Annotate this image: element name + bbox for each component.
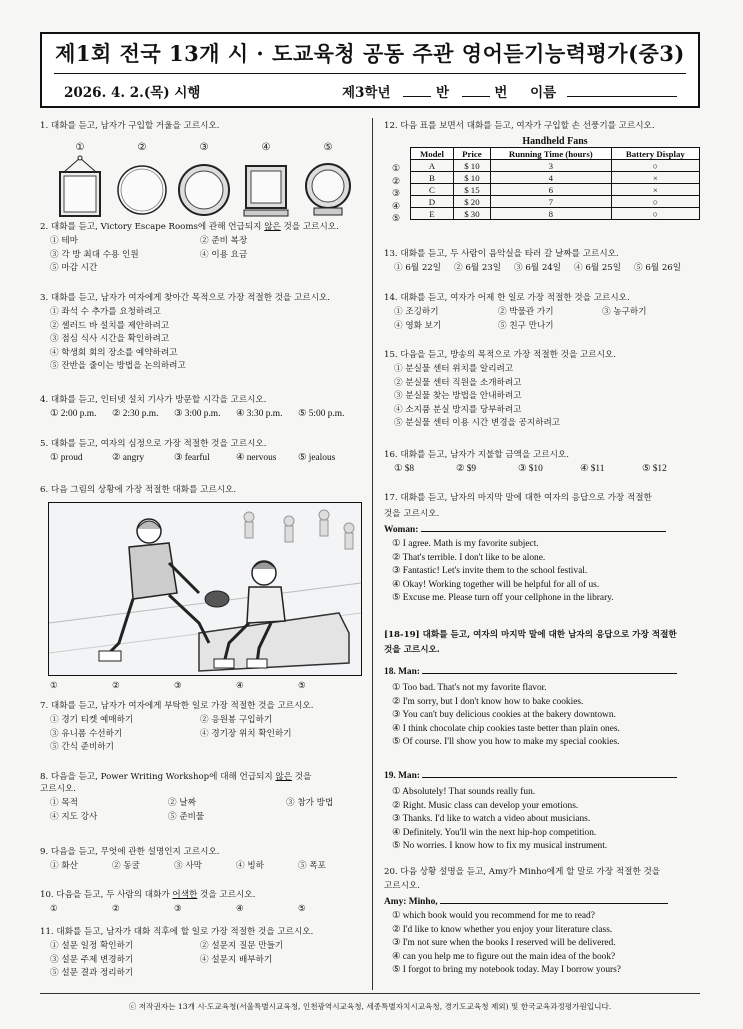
option[interactable]: ③ fearful <box>174 453 210 463</box>
option[interactable]: ② 6월 23일 <box>454 263 502 273</box>
option[interactable]: ② Right. Music class can develop your emotions. <box>392 800 579 811</box>
column-header: Price <box>453 148 490 160</box>
copyright-footer: ⓒ 저작권자는 13개 시·도교육청(서울특별시교육청, 인천광역시교육청, 세종특별자치시교육청, 경기도교육청 제외) 및 한국교육과정평가원입니다. <box>40 993 700 1012</box>
question-14 <box>384 292 702 333</box>
answer-blank <box>421 522 666 532</box>
answer-line <box>384 522 666 536</box>
option[interactable]: ② 셀러드 바 설치를 제안하려고 <box>50 320 170 331</box>
option[interactable]: ⑤ I forgot to bring my notebook today. May I borrow yours? <box>392 965 621 975</box>
option[interactable]: ① 테마 <box>50 236 78 246</box>
option[interactable]: ⑤ Excuse me. Please turn off your cellphone in the library. <box>392 593 614 603</box>
option[interactable]: ⑤ <box>392 214 401 224</box>
class-label: 반 <box>435 85 449 101</box>
option[interactable]: ① 분실물 센터 위치를 알리려고 <box>394 364 514 374</box>
question-18-label: 18. Man: <box>384 667 420 677</box>
question-4-text: 4. 대화를 듣고, 인터넷 설치 기사가 방문할 시각을 고르시오. <box>40 395 267 405</box>
question-1 <box>40 120 219 132</box>
option[interactable]: ① 조깅하기 <box>394 307 439 317</box>
question-20-options <box>392 910 668 978</box>
answer-line <box>384 768 677 782</box>
option[interactable]: ② I'd like to know whether you enjoy your literature class. <box>392 924 613 935</box>
square-mirror-icon <box>50 154 110 220</box>
mirror-option-3[interactable] <box>174 135 234 224</box>
question-6 <box>40 484 236 496</box>
question-7 <box>40 700 350 755</box>
option-label: ③ <box>199 142 209 153</box>
exam-date: 2026. 4. 2.(목) 시행 <box>64 85 201 101</box>
cell-time: 4 <box>490 172 611 184</box>
option[interactable]: ② 2:30 p.m. <box>112 409 159 419</box>
fan-table <box>410 147 700 220</box>
cell-price: $ 10 <box>453 160 490 172</box>
cell-display: ○ <box>611 160 699 172</box>
cell-display: ○ <box>611 208 699 220</box>
name-label: 이름 <box>530 85 557 101</box>
round-mirror-thick-icon <box>174 154 234 220</box>
cell-price: $ 15 <box>453 184 490 196</box>
option[interactable]: ① 목적 <box>50 798 78 808</box>
option[interactable]: ⑤ 마감 시간 <box>50 263 98 273</box>
option[interactable]: ③ 농구하기 <box>602 307 647 317</box>
cell-model: B <box>411 172 454 184</box>
column-header: Battery Display <box>611 148 699 160</box>
cell-model: E <box>411 208 454 220</box>
option[interactable]: ② $9 <box>456 464 477 474</box>
option[interactable]: ③ 사막 <box>174 861 202 871</box>
question-16-options <box>394 463 704 477</box>
option[interactable]: ⑤ Of course. I'll show you how to make my special cookies. <box>392 737 620 747</box>
option[interactable]: ② <box>392 176 401 187</box>
option[interactable]: ④ 소지품 분실 방지를 당부하려고 <box>394 404 522 415</box>
instruction-line-2: 것을 고르시오. <box>384 645 440 655</box>
question-2-text: 2. 대화를 듣고, Victory Escape Rooms에 관해 언급되지 않은 것을 고르시오. <box>40 222 339 232</box>
question-9-options <box>50 860 360 874</box>
question-8-text: 8. 다음을 듣고, Power Writing Workshop에 대해 언급되지 않은 것을 <box>40 772 312 782</box>
question-9 <box>40 846 360 874</box>
option[interactable]: ④ Definitely. You'll win the next hip-hop competition. <box>392 827 597 838</box>
option[interactable]: ① Too bad. That's not my favorite flavor. <box>392 683 547 693</box>
option[interactable]: ⑤ 설문 결과 정리하기 <box>50 968 134 978</box>
option[interactable]: ② <box>112 904 120 914</box>
question-2-options <box>50 235 350 276</box>
table-title: Handheld Fans <box>522 136 588 147</box>
option[interactable]: ③ <box>392 189 401 199</box>
question-1-text: 1. 대화를 듣고, 남자가 구입할 거울을 고르시오. <box>40 121 220 131</box>
cell-time: 3 <box>490 160 611 172</box>
option[interactable]: ⑤ 분실물 센터 이용 시간 변경을 공지하려고 <box>394 418 561 428</box>
option[interactable]: ③ Thanks. I'd like to watch a video about musicians. <box>392 814 591 824</box>
cell-time: 8 <box>490 208 611 220</box>
answer-blank <box>422 664 677 674</box>
option[interactable]: ④ 6월 25일 <box>574 263 622 273</box>
option-label: ⑤ <box>323 142 333 153</box>
option[interactable]: ③ Fantastic! Let's invite them to the school festival. <box>392 566 588 576</box>
mirror-options <box>50 135 370 215</box>
option[interactable]: ③ <box>174 904 182 914</box>
question-7-text: 7. 대화를 듣고, 남자가 여자에게 부탁한 일로 가장 적절한 것을 고르시오. <box>40 701 314 711</box>
option[interactable]: ② That's terrible. I don't like to be alone. <box>392 552 546 563</box>
option[interactable]: ② I'm sorry, but I don't know how to bake cookies. <box>392 696 584 707</box>
answer-blank <box>422 768 677 778</box>
question-16-text: 16. 대화를 듣고, 남자가 지불할 금액을 고르시오. <box>384 450 569 460</box>
question-20-text-2: 고르시오. <box>384 881 420 891</box>
fan-table-wrap <box>410 136 700 220</box>
option[interactable]: ② 날짜 <box>168 798 196 808</box>
table-row <box>411 160 700 172</box>
mirror-option-1[interactable] <box>50 135 110 224</box>
option[interactable]: ④ 영화 보기 <box>394 320 442 331</box>
question-17-text-2: 것을 고르시오. <box>384 509 440 519</box>
option[interactable]: ① $8 <box>394 464 415 474</box>
header-divider <box>54 73 686 74</box>
option[interactable]: ④ Okay! Working together will be helpful for all of us. <box>392 579 600 590</box>
cell-display: ○ <box>611 196 699 208</box>
option[interactable]: ⑤ jealous <box>298 453 336 463</box>
option[interactable]: ④ 이용 요금 <box>200 249 248 260</box>
question-14-options <box>394 306 702 333</box>
option[interactable]: ① 6월 22일 <box>394 263 442 273</box>
answer-line <box>384 894 668 908</box>
option[interactable]: ③ 6월 24일 <box>514 263 562 273</box>
question-9-text: 9. 다음을 듣고, 무엇에 관한 설명인지 고르시오. <box>40 847 220 857</box>
table-row <box>411 184 700 196</box>
question-16 <box>384 449 704 477</box>
option[interactable]: ⑤ 6월 26일 <box>634 263 682 273</box>
cell-display: × <box>611 184 699 196</box>
option[interactable]: ③ $10 <box>518 464 543 474</box>
question-17 <box>384 492 666 606</box>
question-17-text: 17. 대화를 듣고, 남자의 마지막 말에 대한 여자의 응답으로 가장 적절한 <box>384 493 652 503</box>
option[interactable]: ③ You can't buy delicious cookies at the bakery downtown. <box>392 710 616 720</box>
table-header-row <box>411 148 700 160</box>
cell-time: 7 <box>490 196 611 208</box>
name-blank[interactable] <box>567 84 677 97</box>
option[interactable]: ③ 유니폼 수선하기 <box>50 728 123 739</box>
class-blank[interactable] <box>403 84 431 97</box>
option[interactable]: ① 2:00 p.m. <box>50 409 97 419</box>
option[interactable]: ⑤ 5:00 p.m. <box>298 409 345 419</box>
cell-display: × <box>611 172 699 184</box>
option[interactable]: ⑤ No worries. I know how to fix my musical instrument. <box>392 841 608 851</box>
option[interactable]: ④ 경기장 위치 확인하기 <box>200 728 292 739</box>
question-12 <box>384 120 655 132</box>
answer-blank <box>440 894 668 904</box>
option[interactable]: ④ 3:30 p.m. <box>236 409 283 419</box>
question-13 <box>384 248 694 276</box>
cell-model: C <box>411 184 454 196</box>
exam-header <box>40 32 700 108</box>
option[interactable]: ③ 설문 주제 변경하기 <box>50 954 134 965</box>
question-11-options <box>50 940 350 981</box>
question-3-options <box>50 306 330 374</box>
question-3 <box>40 292 330 374</box>
table-row <box>411 196 700 208</box>
option[interactable]: ③ I'm not sure when the books I reserved will be delivered. <box>392 938 616 948</box>
option[interactable]: ④ 설문지 배부하기 <box>200 954 273 965</box>
option[interactable]: ④ 지도 강사 <box>50 811 98 822</box>
column-header: Running Time (hours) <box>490 148 611 160</box>
option[interactable]: ④ <box>392 201 401 212</box>
skating-scene-icon <box>49 503 361 675</box>
question-18 <box>384 664 677 750</box>
cell-time: 6 <box>490 184 611 196</box>
option[interactable]: ⑤ 간식 준비하기 <box>50 742 114 752</box>
question-5-options <box>50 452 360 466</box>
question-20 <box>384 866 668 978</box>
option[interactable]: ② <box>112 681 120 691</box>
option[interactable]: ③ 분실물 찾는 방법을 안내하려고 <box>394 391 522 401</box>
column-divider <box>372 118 373 990</box>
question-19-options <box>392 786 677 854</box>
mirror-option-5[interactable] <box>298 135 358 224</box>
number-blank[interactable] <box>462 84 490 97</box>
cell-price: $ 20 <box>453 196 490 208</box>
option[interactable]: ③ 점심 식사 시간을 확인하려고 <box>50 334 170 344</box>
cell-model: A <box>411 160 454 172</box>
option[interactable]: ① <box>50 904 58 914</box>
question-20-text: 20. 다음 상황 설명을 듣고, Amy가 Minho에게 할 말로 가장 적절한 것을 <box>384 867 661 877</box>
option[interactable]: ① 좌석 수 추가를 요청하려고 <box>50 307 161 317</box>
option[interactable]: ② 분실물 센터 직원을 소개하려고 <box>394 377 522 388</box>
question-4 <box>40 394 360 422</box>
option[interactable]: ⑤ 폭포 <box>298 861 326 871</box>
table-row <box>411 208 700 220</box>
question-14-text: 14. 대화를 듣고, 여자가 어제 한 일로 가장 적절한 것을 고르시오. <box>384 293 630 303</box>
question-8-options <box>50 797 386 824</box>
speaker-label: Woman: <box>384 525 419 535</box>
option[interactable]: ③ 3:00 p.m. <box>174 409 221 419</box>
question-19 <box>384 768 677 854</box>
option[interactable]: ⑤ $12 <box>642 464 667 474</box>
option[interactable]: ④ <box>236 681 244 691</box>
question-15 <box>384 349 616 431</box>
grade-label: 제3학년 <box>342 85 391 101</box>
question-3-text: 3. 대화를 듣고, 남자가 여자에게 찾아간 목적으로 가장 적절한 것을 고르시오. <box>40 293 331 303</box>
option[interactable]: ④ 빙하 <box>236 861 264 871</box>
standing-round-mirror-icon <box>298 154 358 220</box>
option[interactable]: ④ can you help me to figure out the main idea of the book? <box>392 951 616 962</box>
mirror-option-2[interactable] <box>112 135 172 224</box>
question-15-options <box>394 363 616 431</box>
ice-rink-illustration <box>48 502 362 676</box>
instruction-line-1: [18-19] 대화를 듣고, 여자의 마지막 말에 대한 남자의 응답으로 가장 적절한 <box>384 630 677 640</box>
question-17-options <box>392 538 666 606</box>
option[interactable]: ① 설문 일정 확인하기 <box>50 941 134 951</box>
option[interactable]: ② 설문지 질문 만들기 <box>200 941 284 951</box>
section-18-19-instructions <box>384 629 677 656</box>
option[interactable]: ③ 참가 방법 <box>286 798 334 808</box>
question-13-options <box>394 262 694 276</box>
cell-price: $ 10 <box>453 172 490 184</box>
question-10-options <box>50 903 360 917</box>
option[interactable]: ① which book would you recommend for me to read? <box>392 911 595 921</box>
speaker-label: Amy: Minho, <box>384 897 438 907</box>
option[interactable]: ② 동굴 <box>112 861 140 871</box>
answer-line <box>384 664 677 678</box>
table-option-numbers <box>392 163 400 226</box>
question-6-options <box>50 680 370 694</box>
option[interactable]: ⑤ 친구 만나기 <box>498 320 554 331</box>
cell-price: $ 30 <box>453 208 490 220</box>
student-info <box>342 81 677 101</box>
question-10-text: 10. 다음을 듣고, 두 사람의 대화가 어색한 것을 고르시오. <box>40 890 256 900</box>
option[interactable]: ① 경기 티켓 예매하기 <box>50 715 134 725</box>
option[interactable]: ④ <box>236 904 244 914</box>
question-19-label: 19. Man: <box>384 771 420 781</box>
option[interactable]: ④ nervous <box>236 453 277 463</box>
option[interactable]: ⑤ <box>298 681 306 691</box>
option[interactable]: ④ $11 <box>580 464 605 474</box>
question-5-text: 5. 대화를 듣고, 여자의 심정으로 가장 적절한 것을 고르시오. <box>40 439 267 449</box>
option[interactable]: ⑤ 준비물 <box>168 811 205 822</box>
option[interactable]: ① proud <box>50 453 83 463</box>
question-8-text-2: 고르시오. <box>40 784 76 794</box>
question-18-options <box>392 682 677 750</box>
standing-square-mirror-icon <box>236 154 296 220</box>
option[interactable]: ① I agree. Math is my favorite subject. <box>392 539 539 549</box>
option-label: ① <box>75 142 85 153</box>
option[interactable]: ④ 학생회 회의 장소를 예약하려고 <box>50 347 178 358</box>
table-row <box>411 172 700 184</box>
mirror-option-4[interactable] <box>236 135 296 224</box>
question-2 <box>40 221 350 276</box>
question-10 <box>40 889 360 917</box>
option[interactable]: ① <box>50 681 58 691</box>
option[interactable]: ② angry <box>112 453 145 463</box>
option[interactable]: ② 박물관 가기 <box>498 307 554 317</box>
question-4-options <box>50 408 360 422</box>
option[interactable]: ① <box>392 164 401 174</box>
option[interactable]: ⑤ 잔반을 줄이는 방법을 논의하려고 <box>50 361 186 371</box>
question-7-options <box>50 714 350 755</box>
question-8 <box>40 771 386 824</box>
question-5 <box>40 438 360 466</box>
question-13-text: 13. 대화를 듣고, 두 사람이 음악실을 타러 갈 날짜를 고르시오. <box>384 249 619 259</box>
option[interactable]: ② 응원봉 구입하기 <box>200 715 273 725</box>
option[interactable]: ① 화산 <box>50 861 78 871</box>
option-label: ② <box>137 142 147 153</box>
column-header: Model <box>411 148 454 160</box>
option[interactable]: ④ I think chocolate chip cookies taste better than plain ones. <box>392 723 620 734</box>
exam-title: 제1회 전국 13개 시 · 도교육청 공동 주관 영어듣기능력평가(중3) <box>55 41 685 66</box>
option[interactable]: ③ <box>174 681 182 691</box>
round-mirror-thin-icon <box>112 154 172 220</box>
question-11 <box>40 926 350 981</box>
question-12-text: 12. 다음 표를 보면서 대화를 듣고, 여자가 구입할 손 선풍기를 고르시오. <box>384 121 655 131</box>
option[interactable]: ① Absolutely! That sounds really fun. <box>392 787 536 797</box>
question-15-text: 15. 다음을 듣고, 방송의 목적으로 가장 적절한 것을 고르시오. <box>384 350 616 360</box>
option-label: ④ <box>261 142 271 153</box>
option[interactable]: ③ 각 방 최대 수용 인원 <box>50 249 139 260</box>
option[interactable]: ⑤ <box>298 904 306 914</box>
question-6-text: 6. 다음 그림의 상황에 가장 적절한 대화를 고르시오. <box>40 485 237 495</box>
option[interactable]: ② 준비 복장 <box>200 236 248 246</box>
question-11-text: 11. 대화를 듣고, 남자가 대화 직후에 할 일로 가장 적절한 것을 고르시오. <box>40 927 314 937</box>
cell-model: D <box>411 196 454 208</box>
number-label: 번 <box>494 85 508 101</box>
